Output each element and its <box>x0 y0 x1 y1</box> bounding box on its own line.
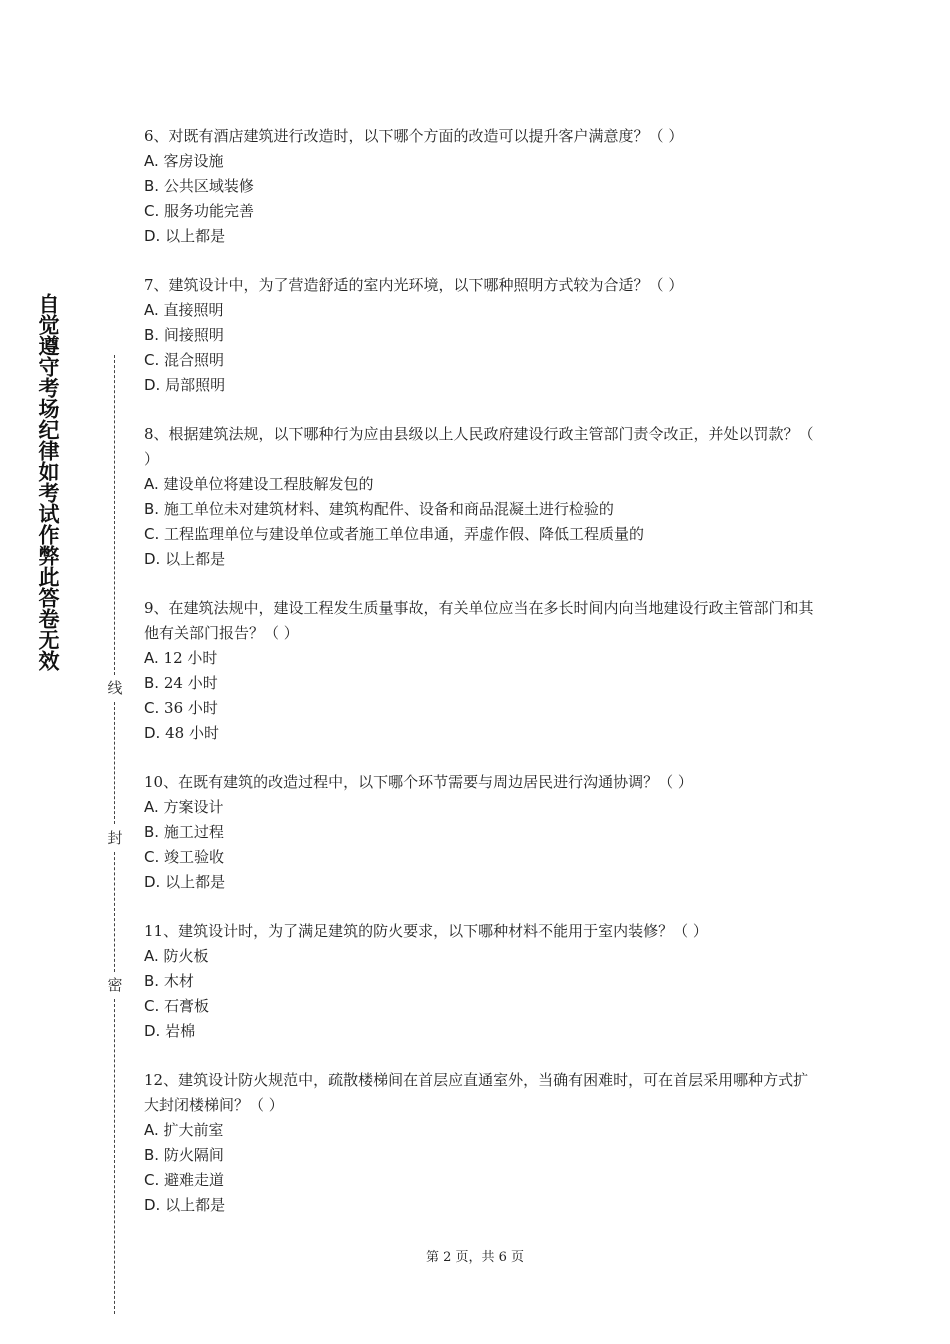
question-stem: 12、建筑设计防火规范中，疏散楼梯间在首层应直通室外，当确有困难时，可在首层采用哪种方式扩大封闭楼梯间？（ ） <box>144 1071 809 1114</box>
question-block <box>144 273 814 398</box>
option-letter: C. <box>144 848 160 866</box>
option-letter: D. <box>144 376 161 394</box>
option-text: 局部照明 <box>165 376 226 394</box>
answer-option <box>144 944 814 969</box>
question-stem: 10、在既有建筑的改造过程中，以下哪个环节需要与周边居民进行沟通协调？（ ） <box>144 773 693 791</box>
answer-option <box>144 472 814 497</box>
answer-option <box>144 149 814 174</box>
option-letter: A. <box>144 301 159 319</box>
option-text: 施工过程 <box>163 823 224 841</box>
question-block <box>144 422 814 572</box>
question-block <box>144 919 814 1044</box>
binding-dashed-line <box>114 702 115 824</box>
option-letter: C. <box>144 699 160 717</box>
option-letter: A. <box>144 475 159 493</box>
answer-option <box>144 348 814 373</box>
option-letter: B. <box>144 326 160 344</box>
option-letter: A. <box>144 152 159 170</box>
answer-option <box>144 174 814 199</box>
option-text: 工程监理单位与建设单位或者施工单位串通，弄虚作假、降低工程质量的 <box>164 525 645 543</box>
question-block <box>144 1068 814 1218</box>
option-text: 直接照明 <box>163 301 224 319</box>
answer-option <box>144 373 814 398</box>
option-letter: A. <box>144 1121 159 1139</box>
question-stem: 11、建筑设计时，为了满足建筑的防火要求，以下哪种材料不能用于室内装修？（ ） <box>144 922 708 940</box>
answer-option <box>144 298 814 323</box>
page-number: 第 2 页，共 6 页 <box>425 1250 525 1265</box>
answer-option <box>144 547 814 572</box>
answer-option <box>144 497 814 522</box>
option-text: 施工单位未对建筑材料、建筑构配件、设备和商品混凝土进行检验的 <box>163 500 614 518</box>
answer-option <box>144 1143 814 1168</box>
option-text: 建设单位将建设工程肢解发包的 <box>163 475 374 493</box>
option-text: 岩棉 <box>165 1022 196 1040</box>
answer-option <box>144 820 814 845</box>
question-block <box>144 596 814 746</box>
exam-discipline-notice: 自觉遵守考场纪律如考试作弊此答卷无效 <box>36 293 60 671</box>
question-block <box>144 770 814 895</box>
question-list <box>144 124 814 1242</box>
binding-dashed-line <box>114 355 115 675</box>
binding-seal-label: 封 <box>107 829 123 847</box>
answer-option <box>144 845 814 870</box>
answer-option <box>144 994 814 1019</box>
option-text: 防火隔间 <box>163 1146 224 1164</box>
option-text: 方案设计 <box>163 798 224 816</box>
option-letter: D. <box>144 227 161 245</box>
option-text: 服务功能完善 <box>164 202 255 220</box>
option-letter: D. <box>144 1196 161 1214</box>
option-letter: C. <box>144 202 160 220</box>
option-letter: D. <box>144 724 161 742</box>
option-text: 防火板 <box>163 947 209 965</box>
question-stem: 8、根据建筑法规，以下哪种行为应由县级以上人民政府建设行政主管部门责令改正，并处以罚款？（ ） <box>144 425 814 468</box>
option-text: 公共区域装修 <box>163 177 254 195</box>
option-letter: B. <box>144 500 160 518</box>
answer-option <box>144 522 814 547</box>
binding-secret-label: 密 <box>107 976 123 994</box>
question-stem: 9、在建筑法规中，建设工程发生质量事故，有关单位应当在多长时间内向当地建设行政主管部门和其他有关部门报告？（ ） <box>144 599 814 642</box>
option-text: 12 小时 <box>163 649 218 667</box>
option-letter: C. <box>144 351 160 369</box>
option-text: 以上都是 <box>165 550 226 568</box>
option-text: 以上都是 <box>165 1196 226 1214</box>
binding-dashed-line <box>114 852 115 972</box>
answer-option <box>144 1193 814 1218</box>
question-block <box>144 124 814 249</box>
option-letter: C. <box>144 997 160 1015</box>
binding-dashed-line <box>114 999 115 1314</box>
option-letter: A. <box>144 798 159 816</box>
question-stem: 7、建筑设计中，为了营造舒适的室内光环境，以下哪种照明方式较为合适？（ ） <box>144 276 684 294</box>
option-letter: D. <box>144 550 161 568</box>
answer-option <box>144 870 814 895</box>
option-letter: C. <box>144 525 160 543</box>
option-letter: B. <box>144 1146 160 1164</box>
option-letter: A. <box>144 649 159 667</box>
option-text: 扩大前室 <box>163 1121 224 1139</box>
answer-option <box>144 795 814 820</box>
answer-option <box>144 1019 814 1044</box>
option-text: 以上都是 <box>165 227 226 245</box>
option-text: 以上都是 <box>165 873 226 891</box>
answer-option <box>144 199 814 224</box>
option-text: 间接照明 <box>163 326 224 344</box>
answer-option <box>144 646 814 671</box>
option-text: 客房设施 <box>163 152 224 170</box>
answer-option <box>144 323 814 348</box>
answer-option <box>144 1168 814 1193</box>
option-letter: B. <box>144 177 160 195</box>
binding-line-label: 线 <box>107 679 123 697</box>
option-letter: B. <box>144 674 160 692</box>
option-text: 48 小时 <box>165 724 219 742</box>
answer-option <box>144 969 814 994</box>
option-letter: C. <box>144 1171 160 1189</box>
option-letter: D. <box>144 1022 161 1040</box>
option-text: 混合照明 <box>164 351 225 369</box>
option-letter: B. <box>144 972 160 990</box>
answer-option <box>144 671 814 696</box>
option-text: 24 小时 <box>163 674 218 692</box>
answer-option <box>144 721 814 746</box>
question-stem: 6、对既有酒店建筑进行改造时，以下哪个方面的改造可以提升客户满意度？（ ） <box>144 127 684 145</box>
option-letter: B. <box>144 823 160 841</box>
option-text: 避难走道 <box>164 1171 225 1189</box>
option-text: 36 小时 <box>164 699 218 717</box>
answer-option <box>144 1118 814 1143</box>
answer-option <box>144 696 814 721</box>
option-text: 竣工验收 <box>164 848 225 866</box>
answer-option <box>144 224 814 249</box>
option-letter: A. <box>144 947 159 965</box>
option-text: 木材 <box>163 972 194 990</box>
option-text: 石膏板 <box>164 997 210 1015</box>
option-letter: D. <box>144 873 161 891</box>
